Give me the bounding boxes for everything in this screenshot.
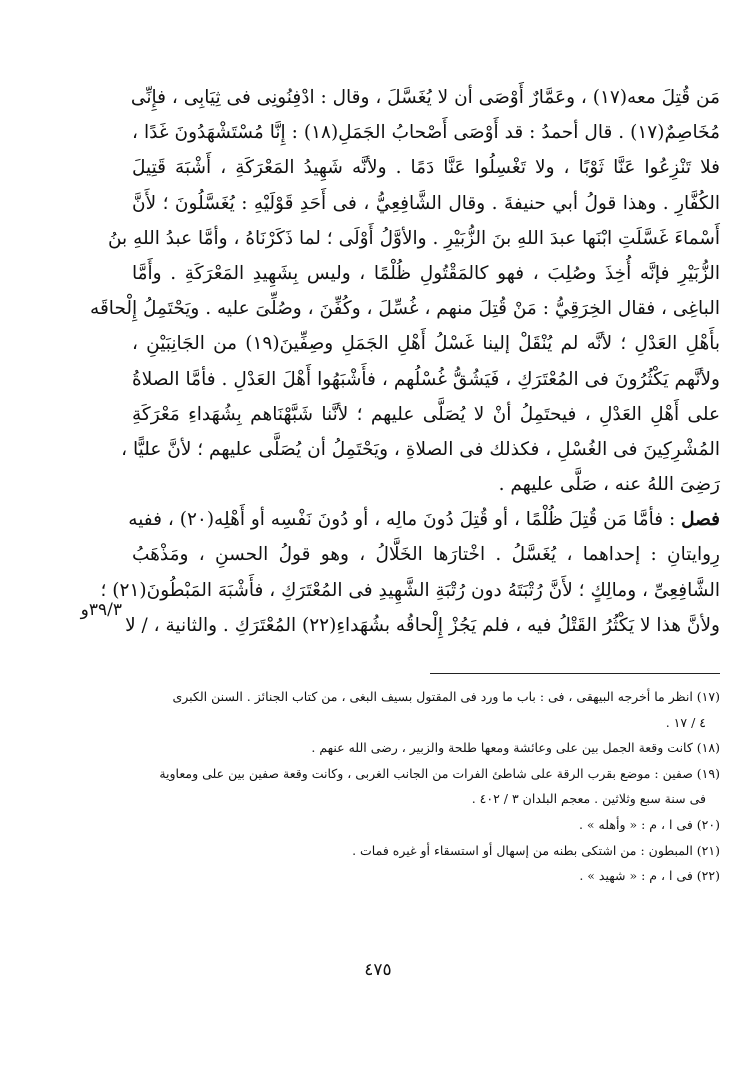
footnote: (١٧) انظر ما أخرجه البيهقى ، فى : باب ما ورد فى المقتول بسيف البغى ، من كتاب الجنائز . السنن الكبرى xyxy=(172,689,720,704)
margin-folio-reference: ٣٩/٣و xyxy=(80,600,122,620)
text-line: الزُّبَيْرِ فإنَّه أُخِذَ وصُلِبَ ، فهو كالمَقْتُولِ ظُلْمًا ، وليس بِشَهِيدِ المَعْرَكَةِ . وأَمَّا xyxy=(132,262,720,284)
page-number: ٤٧٥ xyxy=(364,960,392,980)
text-line: الباغِى ، فقال الخِرَقِيُّ : مَنْ قُتِلَ منهم ، غُسِّلَ ، وكُفِّنَ ، وصُلِّىَ عليه . ويَحْتَمِلُ إِلْحاقَه xyxy=(90,298,720,320)
text-line: فلا تَنْزِعُوا عَنَّا ثَوْبًا ، ولا تَغْسِلُوا عَنَّا دَمًا . ولأنَّه شَهِيدُ المَعْرَكَةِ ، أَشْبَهَ قَتِيلَ xyxy=(132,157,720,179)
text-line: الشَّافِعِىِّ ، ومالِكٍ ؛ لأَنَّ رُتْبَتَهُ دون رُتْبَةِ الشَّهِيدِ فى المُعْتَرَكِ ، فأَشْبَهَ المَبْطُونَ(٢١) ؛ xyxy=(100,579,720,601)
text-line: مُخَاصِمٌ(١٧) . قال أحمدُ : قد أَوْصَى أَصْحابُ الجَمَلِ(١٨) : إِنَّا مُسْتَشْهَدُونَ غَدًا ، xyxy=(132,122,720,144)
text-line: رِوايتانِ : إحداهما ، يُغَسَّلُ . اخْتارَها الخَلَّالُ ، وهو قولُ الحسنِ ، ومَذْهَبُ xyxy=(132,544,720,566)
footnote: (٢١) المبطون : من اشتكى بطنه من إسهال أو استسقاء أو غيره فمات . xyxy=(352,842,720,858)
footnote: (١٩) صفين : موضع بقرب الرقة على شاطئ الفرات من الجانب الغربى ، وكانت وقعة صفين بين على ومعاوية xyxy=(159,765,720,781)
footnote-continuation: فى سنة سبع وثلاثين . معجم البلدان ٣ / ٤٠٢ . xyxy=(471,791,706,807)
footnote-continuation: ٤ / ١٧ . xyxy=(665,714,706,730)
footnote: (٢٠) فى ا ، م : « وأهله » . xyxy=(578,816,720,832)
footnote-divider xyxy=(430,673,720,674)
text-line: أَسْماءَ غَسَّلَتِ ابْنَها عبدَ اللهِ بنَ الزُّبَيْرِ . والأوَّلُ أَوْلَى ؛ لما ذَكَرْنَاهُ ، وأمَّا عبدُ اللهِ بنُ xyxy=(107,227,720,249)
footnote: (١٨) كانت وقعة الجمل بين على وعائشة ومعها طلحة والزبير ، رضى الله عنهم . xyxy=(311,740,720,756)
text-line: الكُفَّارِ . وهذا قولُ أبي حنيفةَ . وقال الشَّافِعِيُّ ، فى أَحَدِ قَوْلَيْهِ : يُغَسَّلُونَ ؛ لأَنَّ xyxy=(132,192,720,214)
section-heading: فصل xyxy=(681,509,720,531)
text-line: بأَهْلِ العَدْلِ ؛ لأنَّه لم يُنْقَلْ إلينا غَسْلُ أَهْلِ الجَمَلِ وصِفِّينَ(١٩) من الجَانِبَيْنِ ، xyxy=(132,333,720,355)
footnote: (٢٢) فى ا ، م : « شهيد » . xyxy=(579,868,720,884)
text-line: على أَهْلِ العَدْلِ ، فيحتَمِلُ أنْ لا يُصَلَّى عليهم ؛ لأنَّنا شَبَّهْنَاهم بِشُهَداءِ مَعْرَكَةِ xyxy=(132,403,720,425)
text-line: ولأنَّهم يَكْثُرُونَ فى المُعْتَرَكِ ، فَيَشُقُّ غُسْلُهم ، فأَشْبَهُوا أَهْلَ العَدْلِ . فأمَّا الصلاةُ xyxy=(132,368,720,390)
text-line: رَضِىَ اللهُ عنه ، صَلَّى عليهم . xyxy=(498,474,720,496)
text-line: ولأنَّ هذا لا يَكْثُرُ القَتْلُ فيه ، فلم يَجُزْ إِلْحاقُه بشُهَداءِ(٢٢) المُعْتَرَكِ . والثانية ، / لا xyxy=(125,614,720,636)
section-first-line-text: : فأمَّا مَن قُتِلَ ظُلْمًا ، أو قُتِلَ دُونَ مالِه ، أو دُونَ نَفْسِه أو أَهْلِه(٢٠) ، ففيه xyxy=(128,509,676,531)
text-line: مَن قُتِلَ معه(١٧) ، وعَمَّارٌ أَوْصَى أن لا يُغَسَّلَ ، وقال : ادْفِنُونِى فى ثِيَابِى ، فإِنِّى xyxy=(130,87,720,108)
section-first-line xyxy=(128,502,720,537)
text-line: المُشْرِكِينَ فى الغُسْلِ ، فكذلك فى الصلاةِ ، ويَحْتَمِلُ أن يُصَلَّى عليهم ؛ لأنَّ عليًّا ، xyxy=(121,438,720,460)
footnotes xyxy=(120,684,720,889)
